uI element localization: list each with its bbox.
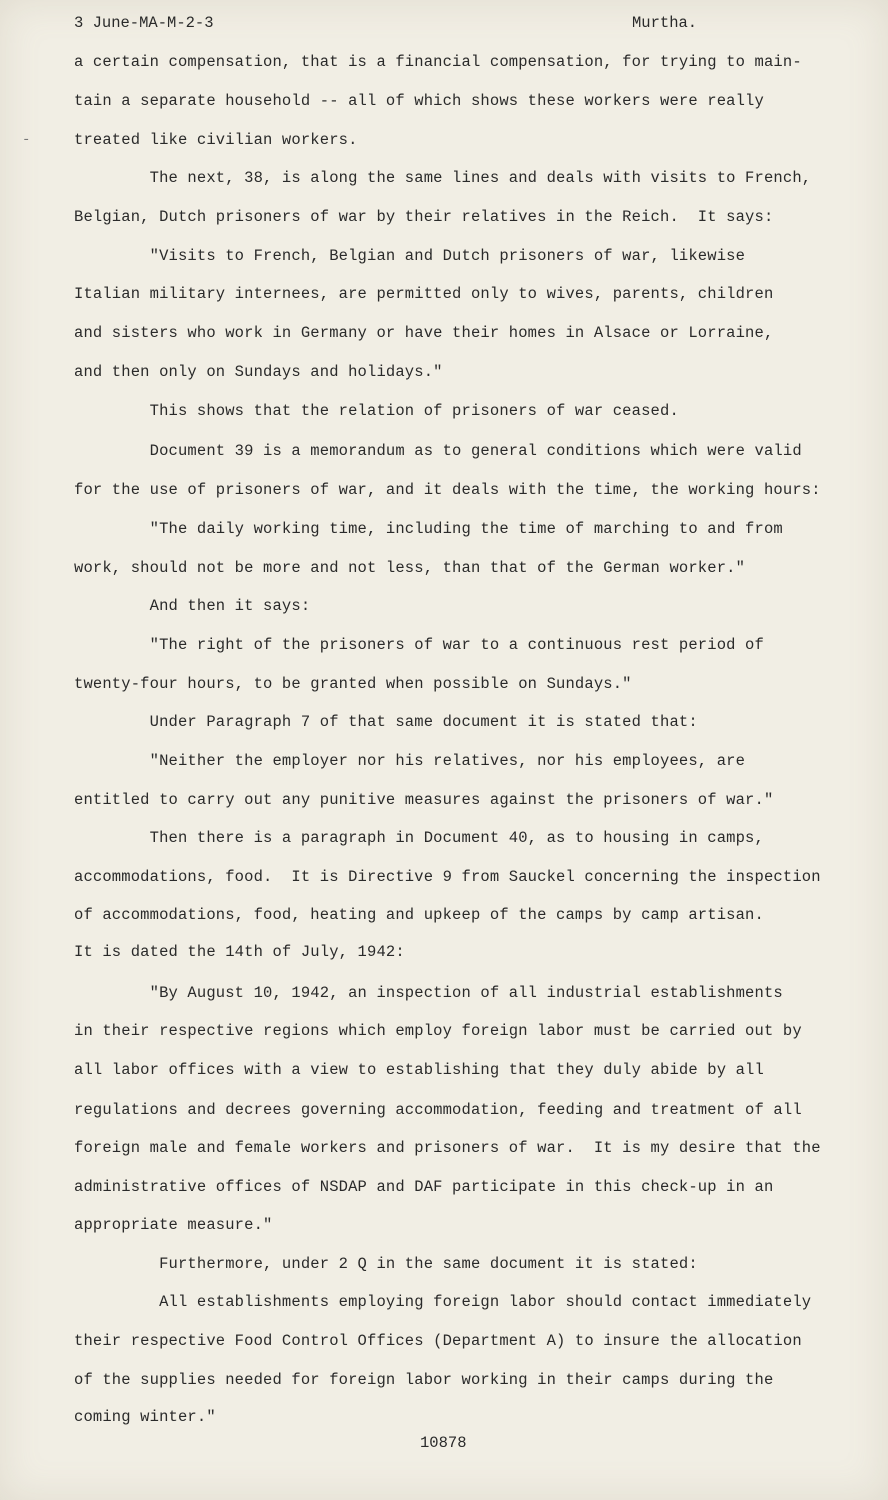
header-speaker: Murtha.: [632, 14, 698, 32]
text-line: "Visits to French, Belgian and Dutch prisoners of war, likewise: [74, 247, 746, 265]
header-reference: 3 June-MA-M-2-3: [74, 14, 214, 32]
text-line: for the use of prisoners of war, and it deals with the time, the working hours:: [74, 481, 821, 499]
text-line: work, should not be more and not less, than that of the German worker.": [74, 559, 746, 577]
margin-mark: -: [22, 132, 31, 148]
text-line: all labor offices with a view to establishing that they duly abide by all: [74, 1061, 764, 1079]
page-number: 10878: [420, 1434, 467, 1452]
text-line: It is dated the 14th of July, 1942:: [74, 943, 405, 961]
text-line: regulations and decrees governing accommodation, feeding and treatment of all: [74, 1101, 802, 1119]
text-line: of the supplies needed for foreign labor working in their camps during the: [74, 1371, 774, 1389]
text-line: administrative offices of NSDAP and DAF participate in this check-up in an: [74, 1178, 774, 1196]
text-line: a certain compensation, that is a financial compensation, for trying to main-: [74, 53, 802, 71]
text-line: tain a separate household -- all of which shows these workers were really: [74, 92, 764, 110]
text-line: their respective Food Control Offices (Department A) to insure the allocation: [74, 1332, 802, 1350]
text-line: coming winter.": [74, 1408, 216, 1426]
text-line: The next, 38, is along the same lines and deals with visits to French,: [74, 169, 812, 187]
text-line: entitled to carry out any punitive measures against the prisoners of war.": [74, 791, 774, 809]
text-line: Under Paragraph 7 of that same document it is stated that:: [74, 713, 698, 731]
text-line: "The right of the prisoners of war to a continuous rest period of: [74, 636, 764, 654]
text-line: All establishments employing foreign labor should contact immediately: [74, 1293, 812, 1311]
text-line: Italian military internees, are permitted only to wives, parents, children: [74, 285, 774, 303]
text-line: And then it says:: [74, 597, 311, 615]
text-line: and then only on Sundays and holidays.": [74, 363, 443, 381]
text-line: of accommodations, food, heating and upkeep of the camps by camp artisan.: [74, 906, 764, 924]
text-line: Then there is a paragraph in Document 40, as to housing in camps,: [74, 829, 764, 847]
text-line: "Neither the employer nor his relatives, nor his employees, are: [74, 752, 746, 770]
text-line: appropriate measure.": [74, 1216, 273, 1234]
text-line: "By August 10, 1942, an inspection of all industrial establishments: [74, 984, 783, 1002]
text-line: Furthermore, under 2 Q in the same document it is stated:: [74, 1255, 698, 1273]
text-line: "The daily working time, including the time of marching to and from: [74, 520, 783, 538]
text-line: twenty-four hours, to be granted when possible on Sundays.": [74, 675, 632, 693]
text-line: and sisters who work in Germany or have their homes in Alsace or Lorraine,: [74, 324, 774, 342]
text-line: accommodations, food. It is Directive 9 from Sauckel concerning the inspection: [74, 868, 821, 886]
text-line: foreign male and female workers and prisoners of war. It is my desire that the: [74, 1139, 821, 1157]
text-line: treated like civilian workers.: [74, 131, 358, 149]
text-line: This shows that the relation of prisoners of war ceased.: [74, 402, 679, 420]
text-line: Document 39 is a memorandum as to general conditions which were valid: [74, 442, 802, 460]
text-line: in their respective regions which employ foreign labor must be carried out by: [74, 1022, 802, 1040]
text-line: Belgian, Dutch prisoners of war by their relatives in the Reich. It says:: [74, 208, 774, 226]
